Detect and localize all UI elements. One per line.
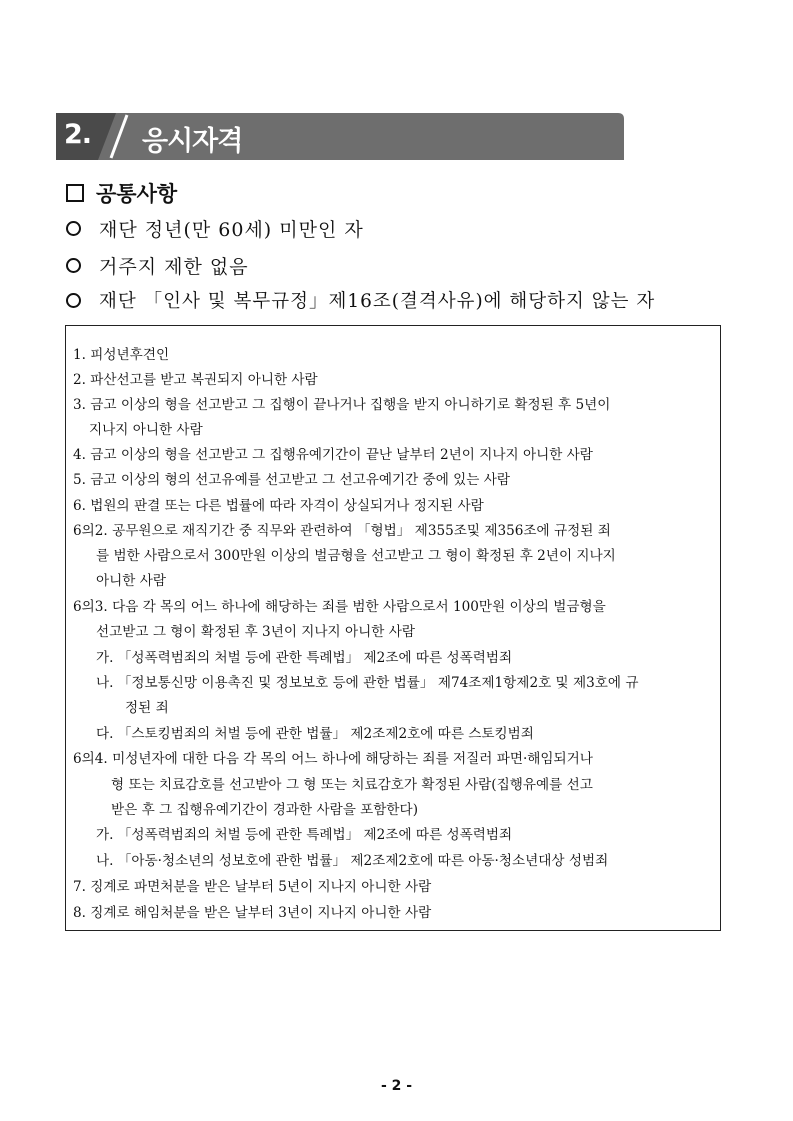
list-line: 2. 파산선고를 받고 복권되지 아니한 사람 — [73, 372, 318, 388]
circle-icon — [66, 293, 81, 308]
list-line: 가. 「성폭력범죄의 처벌 등에 관한 특례법」 제2조에 따른 성폭력범죄 — [96, 650, 513, 666]
bullet-text: 재단 「인사 및 복무규정」제16조(결격사유)에 해당하지 않는 자 — [99, 291, 656, 312]
bullet-item — [66, 251, 249, 279]
list-line: 7. 징계로 파면처분을 받은 날부터 5년이 지나지 아니한 사람 — [73, 879, 432, 895]
circle-icon — [66, 221, 81, 236]
list-line: 5. 금고 이상의 형의 선고유예를 선고받고 그 선고유예기간 중에 있는 사람 — [73, 472, 510, 488]
list-line: 지나지 아니한 사람 — [89, 422, 203, 438]
list-line: 정된 죄 — [125, 700, 169, 716]
section-number: 2. — [64, 119, 92, 150]
list-line: 3. 금고 이상의 형을 선고받고 그 집행이 끝나거나 집행을 받지 아니하기로 확정된 후 5년이 — [73, 397, 611, 413]
bullet-text: 거주지 제한 없음 — [99, 255, 249, 278]
bullet-text: 재단 정년(만 60세) 미만인 자 — [99, 218, 364, 241]
list-line: 가. 「성폭력범죄의 처벌 등에 관한 특례법」 제2조에 따른 성폭력범죄 — [96, 827, 513, 843]
list-line: 6의4. 미성년자에 대한 다음 각 목의 어느 하나에 해당하는 죄를 저질러 파면·해임되거나 — [73, 751, 593, 767]
list-line: 나. 「정보통신망 이용촉진 및 정보보호 등에 관한 법률」 제74조제1항제2호 및 제3호에 규 — [96, 675, 639, 691]
list-line: 8. 징계로 해임처분을 받은 날부터 3년이 지나지 아니한 사람 — [73, 905, 432, 921]
square-icon — [66, 184, 84, 202]
list-line: 4. 금고 이상의 형을 선고받고 그 집행유예기간이 끝난 날부터 2년이 지나지 아니한 사람 — [73, 447, 593, 463]
disqualification-list-box — [65, 325, 721, 931]
list-line: 6. 법원의 판결 또는 다른 법률에 따라 자격이 상실되거나 정지된 사람 — [73, 498, 484, 514]
bullet-item — [66, 214, 364, 242]
list-line: 아니한 사람 — [96, 573, 166, 589]
list-line: 선고받고 그 형이 확정된 후 3년이 지나지 아니한 사람 — [96, 624, 415, 640]
list-line: 1. 피성년후견인 — [73, 347, 170, 363]
list-line: 나. 「아동·청소년의 성보호에 관한 법률」 제2조제2호에 따른 아동·청소년대상 성범죄 — [96, 853, 609, 869]
bullet-item — [66, 286, 655, 314]
list-line: 형 또는 치료감호를 선고받아 그 형 또는 치료감호가 확정된 사람(집행유예를 선고 — [111, 777, 593, 793]
subheading — [66, 180, 177, 206]
list-line: 6의3. 다음 각 목의 어느 하나에 해당하는 죄를 범한 사람으로서 100만원 이상의 벌금형을 — [73, 599, 606, 615]
list-line: 6의2. 공무원으로 재직기간 중 직무와 관련하여 「형법」 제355조및 제356조에 규정된 죄 — [73, 523, 611, 539]
circle-icon — [66, 258, 81, 273]
section-title: 응시자격 — [142, 126, 243, 157]
page-number: - 2 - — [380, 1078, 413, 1094]
subheading-text: 공통사항 — [96, 182, 178, 206]
list-line: 다. 「스토킹범죄의 처벌 등에 관한 법률」 제2조제2호에 따른 스토킹범죄 — [96, 726, 534, 742]
list-line: 받은 후 그 집행유예기간이 경과한 사람을 포함한다) — [111, 802, 418, 818]
list-line: 를 범한 사람으로서 300만원 이상의 벌금형을 선고받고 그 형이 확정된 후 2년이 지나지 — [96, 548, 616, 564]
section-banner — [56, 113, 624, 160]
